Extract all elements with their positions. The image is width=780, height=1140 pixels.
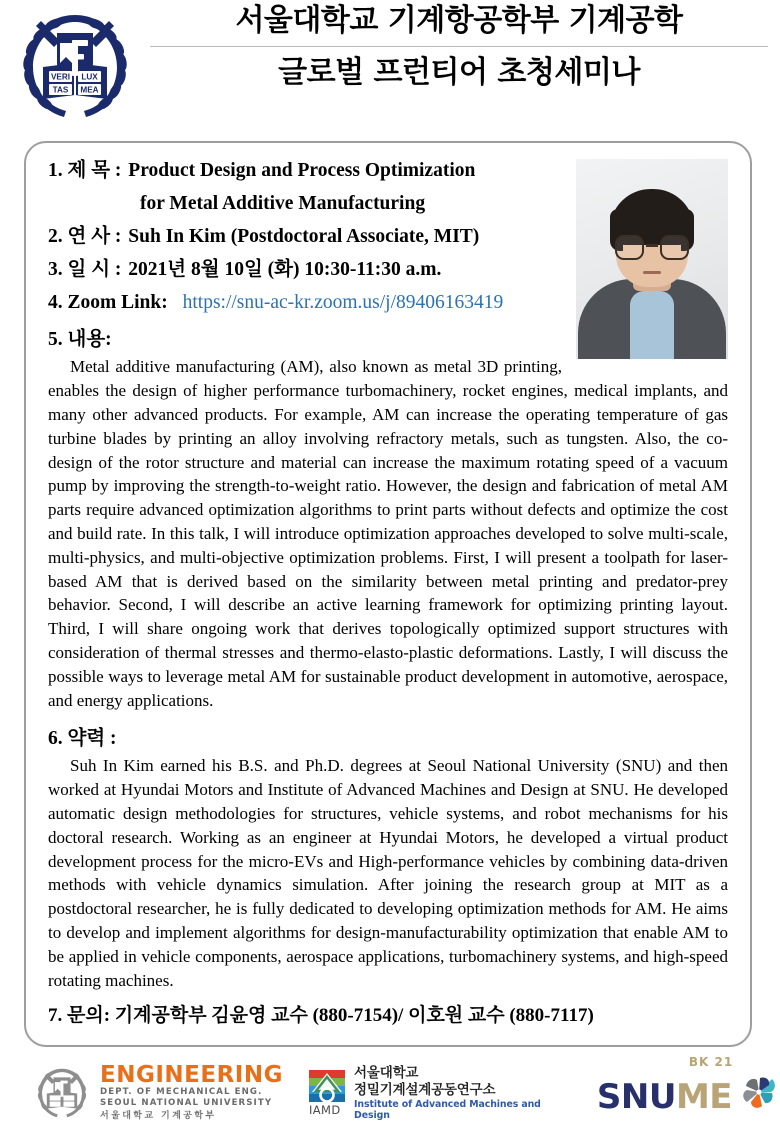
title-text-line1: Product Design and Process Optimization bbox=[128, 160, 476, 181]
engineering-sub-line2: SEOUL NATIONAL UNIVERSITY bbox=[100, 1098, 273, 1109]
datetime-label: 3. 일 시 : bbox=[48, 259, 122, 281]
snume-me-text: ME bbox=[675, 1077, 732, 1117]
title-text-line2: for Metal Additive Manufacturing bbox=[140, 192, 426, 214]
iamd-korean-line2: 정밀기계설계공동연구소 bbox=[354, 1081, 496, 1098]
bio-label: 6. 약력 : bbox=[48, 728, 117, 750]
contact-row: 7. 문의: 기계공학부 김윤영 교수 (880-7154)/ 이호원 교수 (880-7117) bbox=[48, 1005, 594, 1027]
speaker-value: Suh In Kim (Postdoctoral Associate, MIT) bbox=[128, 226, 480, 248]
zoom-link-label: 4. Zoom Link: bbox=[48, 291, 168, 313]
seminar-info-box bbox=[24, 141, 752, 1047]
page-footer bbox=[0, 1055, 780, 1131]
title-label: 1. 제 목 : bbox=[48, 160, 122, 181]
iamd-mark-icon bbox=[309, 1070, 345, 1102]
snu-seal-icon bbox=[16, 7, 134, 125]
pinwheel-icon bbox=[738, 1072, 780, 1114]
abstract-label: 5. 내용: bbox=[48, 329, 112, 351]
iamd-abbreviation: IAMD bbox=[308, 1102, 341, 1117]
abstract-text: Metal additive manufacturing (AM), also known as metal 3D printing, enables the design of higher performance turbomachinery, rocket engines, medical implants, and many other advanced products. For example, AM can increase the operating temperature of gas turbine blades by printing an alloy involving refractory metals, such as tungsten. Also, the co-design of the rotor structure and material can increase the maximum rotating speed of a vacuum pump by improving the strength-to-weight ratio. However, the design and fabrication of metal AM parts require advanced optimization algorithms to print parts without defects and optimize the cost and build rate. In this talk, I will introduce optimization approaches developed to solve multi-scale, multi-physics, and multi-objective optimization problems. First, I will present a toolpath for laser-based AM that is derived based on the similarity between metal printing and predator-prey behavior. Second, I will describe an active learning framework for optimizing printing layout. Third, I will share ongoing work that derives topologically optimized support structures with consideration of thermal stresses and thermo-elasto-plastic deformations. Lastly, I will discuss the possible ways to leverage metal AM for sustainable product development in automotive, aerospace, and energy applications. bbox=[48, 357, 728, 710]
speaker-portrait-photo bbox=[576, 159, 728, 359]
engineering-korean-line: 서울대학교 기계공학부 bbox=[100, 1110, 217, 1121]
engineering-title: ENGINEERING bbox=[100, 1062, 283, 1089]
iamd-english-name: Institute of Advanced Machines and Design bbox=[354, 1099, 541, 1122]
speaker-label: 2. 연 사 : bbox=[48, 226, 122, 248]
page-header bbox=[0, 0, 780, 132]
header-line-2: 글로벌 프런티어 초청세미나 bbox=[278, 54, 640, 90]
engineering-logo bbox=[100, 1064, 283, 1122]
iamd-korean-line1: 서울대학교 bbox=[354, 1064, 419, 1081]
snume-bk21-logo bbox=[596, 1055, 780, 1117]
bk21-label: BK 21 bbox=[688, 1055, 734, 1069]
header-line-1: 서울대학교 기계항공학부 기계공학 bbox=[235, 3, 683, 38]
snu-seal-logo bbox=[0, 0, 150, 132]
seal-motto-mea: MEA bbox=[80, 85, 99, 95]
snume-snu-text: SNU bbox=[596, 1077, 676, 1117]
engineering-sub-line1: DEPT. OF MECHANICAL ENG. bbox=[100, 1087, 263, 1098]
bio-text: Suh In Kim earned his B.S. and Ph.D. degrees at Seoul National University (SNU) and then worked at Hyundai Motors and Institute of Advanced Machines and Design at SNU. He developed automatic design methodologies for structures, vehicle systems, and robot mechanisms for his doctoral research. Working as an engineer at Hyundai Motors, he developed a virtual product development process for the micro-EVs and High-performance vehicles by combining data-driven methods with vehicle dynamics simulation. After joining the research group at MIT as a postdoctoral researcher, he is fully dedicated to developing optimization methods for AM. He aims to develop and implement algorithms for design-manufacturability optimization that enable AM to be applied in vehicle components, aerospace applications, turbomachinery systems, and high-speed rotating machines. bbox=[48, 756, 728, 990]
iamd-logo bbox=[309, 1065, 569, 1121]
snu-seal-grayscale-logo bbox=[34, 1065, 90, 1121]
header-titles bbox=[150, 0, 780, 92]
datetime-value: 2021년 8월 10일 (화) 10:30-11:30 a.m. bbox=[128, 259, 442, 281]
seal-motto-lux: LUX bbox=[81, 72, 98, 82]
seal-motto-tas: TAS bbox=[52, 85, 69, 95]
seal-motto-veri: VERI bbox=[50, 72, 71, 82]
header-divider bbox=[150, 46, 768, 47]
snu-seal-gray-icon bbox=[34, 1065, 90, 1121]
zoom-meeting-link[interactable]: https://snu-ac-kr.zoom.us/j/89406163419 bbox=[182, 291, 504, 313]
